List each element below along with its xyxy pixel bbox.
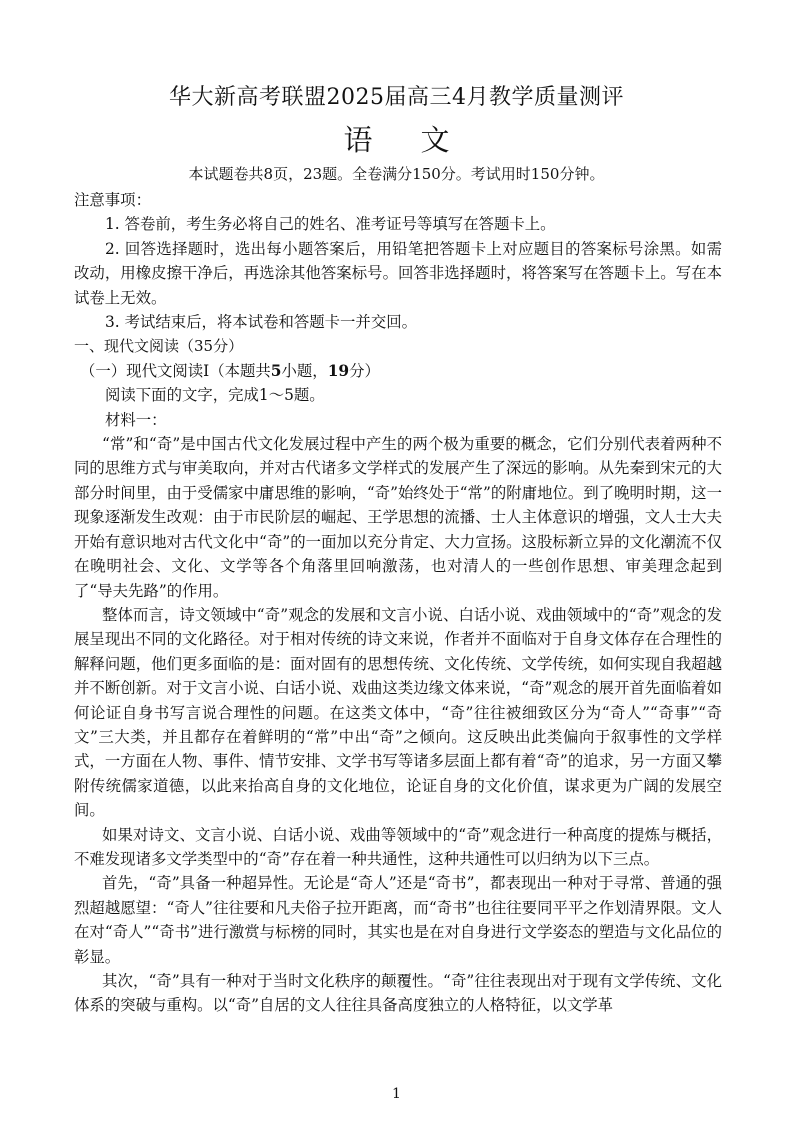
subsection-heading	[74, 359, 722, 383]
subsection-suffix: 分）	[349, 361, 380, 380]
subsection-score: 19	[327, 361, 350, 380]
notice-heading: 注意事项：	[74, 191, 151, 209]
section-heading: 一、现代文阅读（35分）	[74, 337, 244, 356]
paragraph-3: 如果对诗文、文言小说、白话小说、戏曲等领域中的“奇”观念进行一种高度的提炼与概括，不难发现诸多文学类型中的“奇”存在着一种共通性，这种共通性可以归纳为以下三点。	[74, 825, 722, 868]
subsection-mid: 小题，	[281, 361, 328, 380]
subsection-question-count: 5	[270, 361, 282, 380]
paragraph-2: 整体而言，诗文领域中“奇”观念的发展和文言小说、白话小说、戏曲领域中的“奇”观念的发展呈现出不同的文化路径。对于相对传统的诗文来说，作者并不面临对于自身文体存在合理性的解释问题，他们更多面临的是：面对固有的思想传统、文化传统、文学传统，如何实现自我超越并不断创新。对于文言小说、白话小说、戏曲这类边缘文体来说，“奇”观念的展开首先面临着如何论证自身书写言说合理性的问题。在这类文体中，“奇”往往被细致区分为“奇人”“奇事”“奇文”三大类，并且都存在着鲜明的“常”中出“奇”之倾向。这反映出此类偏向于叙事性的文学样式，一方面在人物、事件、情节安排、文学书写等诸多层面上都有着“奇”的追求，另一方面又攀附传统儒家道德，以此来抬高自身的文化地位，论证自身的文化价值，谋求更为广阔的发展空间。	[74, 605, 722, 820]
notice-item-1: 1. 答卷前，考生务必将自己的姓名、准考证号等填写在答题卡上。	[105, 215, 556, 234]
material-label: 材料一：	[105, 410, 167, 429]
paragraph-5: 其次，“奇”具有一种对于当时文化秩序的颠覆性。“奇”往往表现出对于现有文学传统、文化体系的突破与重构。以“奇”自居的文人往往具备高度独立的人格特征，以文学革	[74, 972, 722, 1015]
paragraph-4: 首先，“奇”具备一种超异性。无论是“奇人”还是“奇书”，都表现出一种对于寻常、普通的强烈超越愿望：“奇人”往往要和凡夫俗子拉开距离，而“奇书”也往往要同平平之作划清界限。文人在对“奇人”“奇书”进行激赏与标榜的同时，其实也是在对自身进行文学姿态的塑造与文化品位的彰显。	[74, 874, 722, 966]
notice-item-2: 2. 回答选择题时，选出每小题答案后，用铅笔把答题卡上对应题目的答案标号涂黑。如需改动，用橡皮擦干净后，再选涂其他答案标号。回答非选择题时，将答案写在答题卡上。写在本试卷上无效。	[74, 239, 722, 307]
notice-item-3: 3. 考试结束后，将本试卷和答题卡一并交回。	[105, 313, 417, 332]
paragraph-1: “常”和“奇”是中国古代文化发展过程中产生的两个极为重要的概念，它们分别代表着两种不同的思维方式与审美取向，并对古代诸多文学样式的发展产生了深远的影响。从先秦到宋元的大部分时间里，由于受儒家中庸思维的影响，“奇”始终处于“常”的附庸地位。到了晚明时期，这一现象逐渐发生改观：由于市民阶层的崛起、王学思想的流播、士人主体意识的增强，文人士大夫开始有意识地对古代文化中“奇”的一面加以充分肯定、大力宣扬。这股标新立异的文化潮流不仅在晚明社会、文化、文学等各个角落里回响激荡，也对清人的一些创作思想、审美理念起到了“导夫先路”的作用。	[74, 435, 722, 600]
exam-info: 本试题卷共8页，23题。全卷满分150分。考试用时150分钟。	[188, 165, 605, 183]
reading-instruction: 阅读下面的文字，完成1～5题。	[105, 386, 325, 405]
exam-body	[74, 188, 722, 1018]
page-number: 1	[392, 1086, 401, 1102]
exam-title: 华大新高考联盟2025届高三4月教学质量测评	[169, 85, 624, 110]
subsection-prefix: （一）现代文阅读Ⅰ（本题共	[80, 361, 271, 380]
subject-title: 语文	[343, 123, 498, 157]
